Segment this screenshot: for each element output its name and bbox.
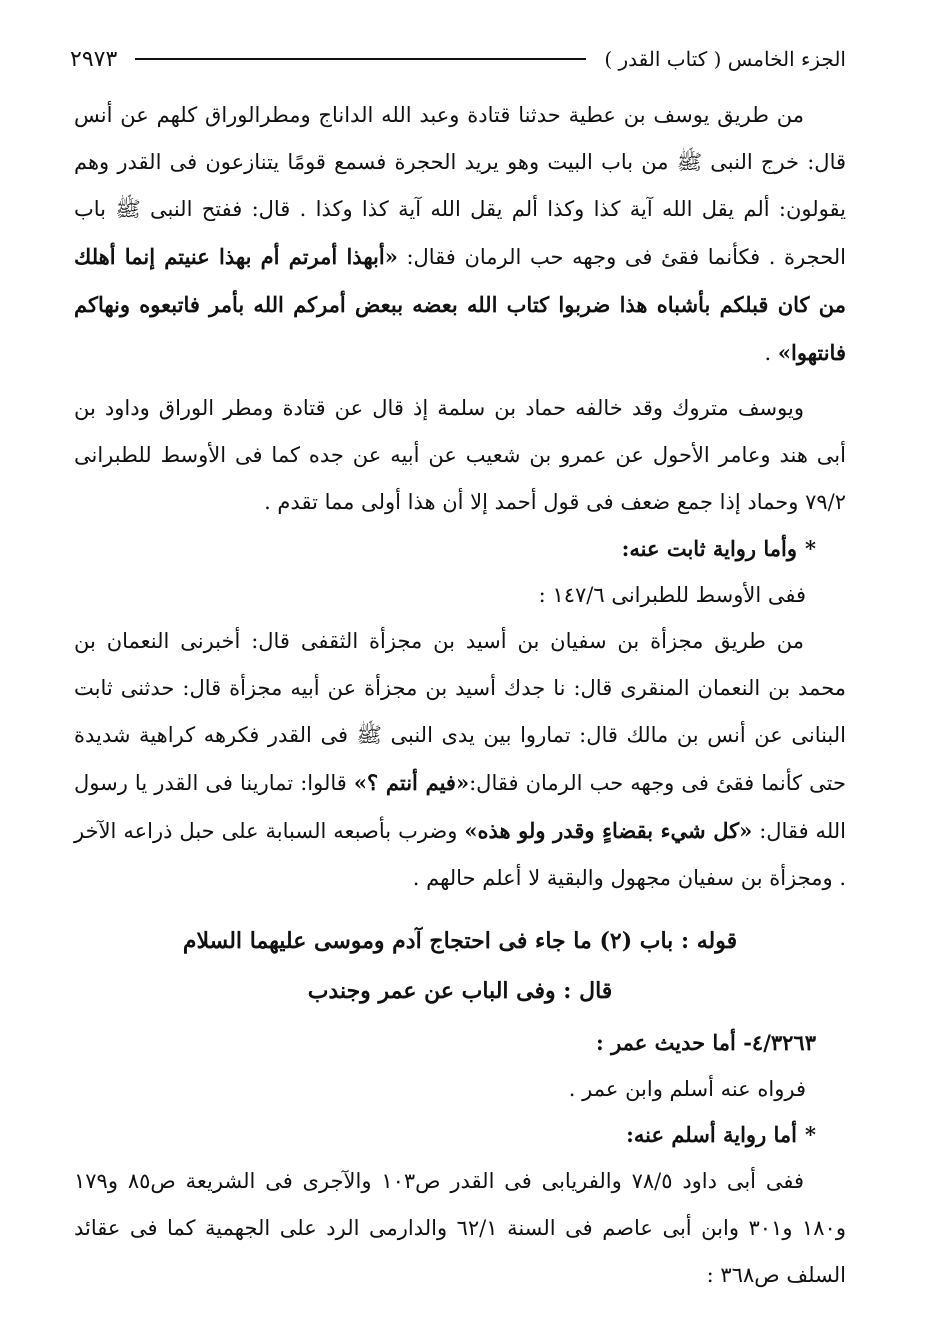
source-line-awsat: ففى الأوسط للطبرانى ١٤٧/٦ : xyxy=(538,583,806,607)
paragraph-commentary: ويوسف متروك وقد خالفه حماد بن سلمة إذ قال عن قتادة ومطر الوراق وداود بن أبى هند وعامر الأحول عن عمرو بن شعيب عن أبيه عن جده كما فى الأوسط للطبرانى ٧٩/٢ وحماد إذا جمع ضعف فى قول أحمد إلا أن هذا أولى مما تقدم . xyxy=(74,396,846,514)
section-heading-aslam xyxy=(74,1112,846,1158)
chapter-subtitle: قال : وفى الباب عن عمر وجندب xyxy=(307,978,613,1004)
paragraph-yusuf-narration xyxy=(74,92,846,377)
hadith-quote: «كل شيء بقضاءٍ وقدر ولو هذه» xyxy=(464,818,753,843)
running-title: الجزء الخامس ( كتاب القدر ) xyxy=(604,47,846,71)
section-heading-text: أما رواية أسلم عنه: xyxy=(626,1122,798,1147)
chapter-title: قوله : باب (٢) ما جاء فى احتجاج آدم وموسى عليهما السلام xyxy=(182,928,738,954)
page-body xyxy=(74,92,846,1299)
paragraph-text: من طريق يوسف بن عطية حدثنا قتادة وعبد الله الداناج ومطرالوراق كلهم عن أنس قال: خرج النبى ﷺ من باب البيت وهو يريد الحجرة فسمع قومًا يتنازعون فى القدر وهم يقولون: ألم يقل الله آية كذا وكذا ألم يقل الله آية كذا وكذا . قال: ففتح النبى ﷺ باب الحجرة . فكأنما فقئ فى وجهه حب الرمان فقال: xyxy=(74,103,846,269)
paragraph-text: قالوا: تمارينا فى القدر يا رسول الله فقال: xyxy=(74,771,847,843)
narrators-line: فرواه عنه أسلم وابن عمر . xyxy=(568,1077,806,1101)
section-heading-text: وأما رواية ثابت عنه: xyxy=(621,536,798,561)
hadith-quote: «أبهذا أمرتم أم بهذا عنيتم إنما أهلك من كان قبلكم بأشباه هذا ضربوا كتاب الله بعضه ببعض أمركم الله بأمر فاتبعوه ونهاكم فانتهوا» xyxy=(74,244,846,365)
paragraph-sources: ففى أبى داود ٧٨/٥ والفريابى فى القدر ص١٠٣ والآجرى فى الشريعة ص٨٥ و١٧٩ و١٨٠ و٣٠١ وابن أبى عاصم فى السنة ٦٢/١ والدارمى الرد على الجهمية كما فى عقائد السلف ص٣٦٨ : xyxy=(74,1169,846,1287)
star-icon: * xyxy=(805,536,816,561)
star-icon: * xyxy=(805,1122,816,1147)
paragraph-tail: . xyxy=(764,341,778,365)
paragraph-text: وضرب بأصبعه السبابة على حبل ذراعه الآخر . ومجزأة بن سفيان مجهول والبقية لا أعلم حالهم . xyxy=(74,819,846,890)
page-header xyxy=(70,42,846,76)
page-number: ٢٩٧٣ xyxy=(70,46,118,72)
section-heading-thabit xyxy=(74,526,846,572)
hadith-quote: «فيم أنتم ؟» xyxy=(353,770,470,795)
section-heading-umar: ٤/٣٢٦٣- أما حديث عمر : xyxy=(596,1030,816,1055)
header-rule xyxy=(135,58,586,60)
paragraph-majzaa-narration xyxy=(74,618,846,902)
paragraph-text: من طريق مجزأة بن سفيان بن أسيد بن مجزأة الثقفى قال: أخبرنى النعمان بن محمد بن النعمان المنقرى قال: نا جدك أسيد بن مجزأة عن أبيه مجزأة قال: حدثنى ثابت البنانى عن أنس بن مالك قال: تماروا بين يدى النبى ﷺ فى القدر فكرهه كراهية شديدة حتى كأنما فقئ فى وجهه حب الرمان فقال: xyxy=(74,629,846,795)
